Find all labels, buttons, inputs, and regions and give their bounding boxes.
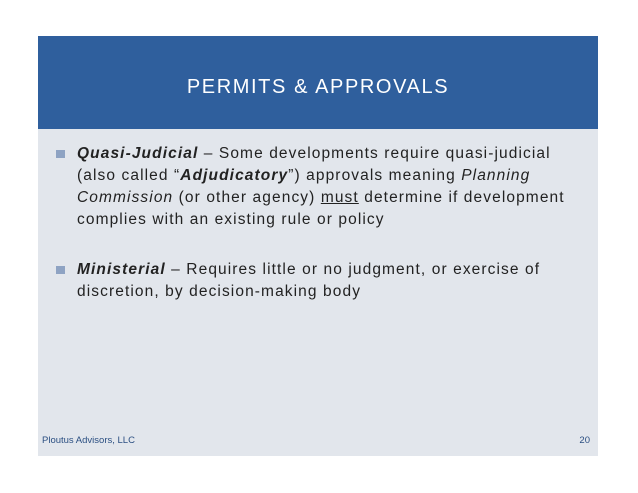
- footer-page-number: 20: [579, 435, 590, 446]
- slide: [38, 36, 598, 456]
- slide-title: PERMITS & APPROVALS: [186, 76, 450, 98]
- bullet-text-part: ”) approvals meaning: [288, 167, 462, 184]
- bullet-ministerial: [56, 259, 586, 303]
- bullet-emphasis-italic: Planning Commission: [77, 167, 531, 206]
- bullet-text-part: (or other agency): [173, 189, 321, 206]
- bullet-text-part: – Some developments require quasi-judicial (also called “: [77, 145, 551, 184]
- footer-company: Ploutus Advisors, LLC: [42, 435, 135, 446]
- bullet-term: Ministerial: [77, 261, 166, 278]
- bullet-emphasis: Adjudicatory: [180, 167, 289, 184]
- bullet-text: [77, 259, 586, 303]
- bullet-text-part: – Requires little or no judgment, or exercise of discretion, by decision-making body: [77, 261, 541, 300]
- bullet-marker-icon: [56, 266, 65, 274]
- bullet-underlined: must: [320, 189, 359, 206]
- bullet-term: Quasi-Judicial: [77, 145, 199, 162]
- bullet-text-part: determine if development complies with an existing rule or policy: [77, 189, 565, 228]
- title-bar: [38, 36, 598, 129]
- bullet-text: [77, 143, 586, 231]
- bullet-quasi-judicial: [56, 143, 586, 231]
- bullet-marker-icon: [56, 150, 65, 158]
